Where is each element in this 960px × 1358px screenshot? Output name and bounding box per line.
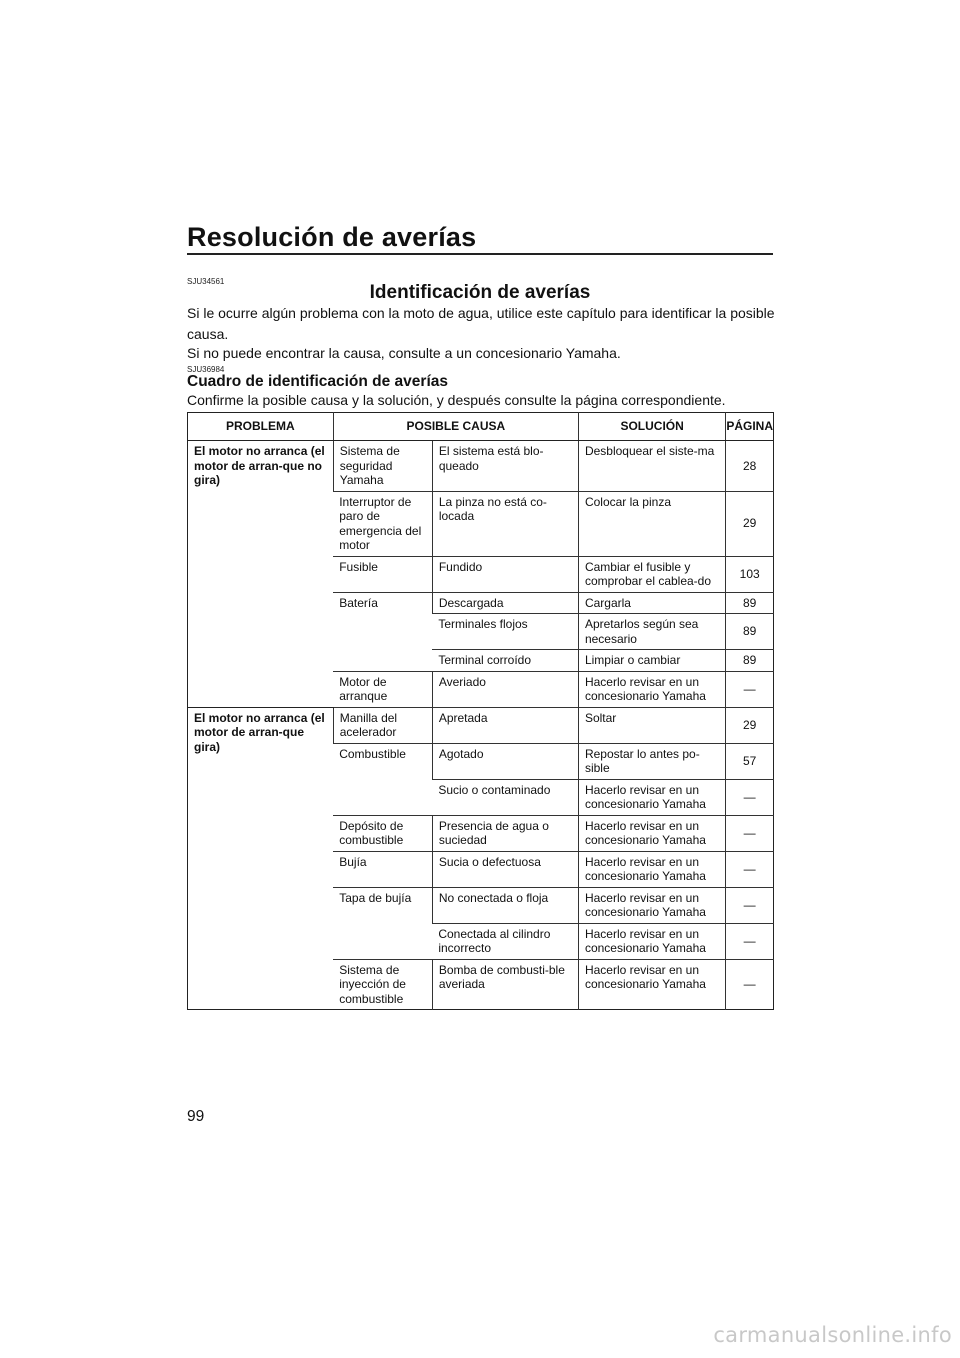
section-code: SJU34561 xyxy=(187,277,225,286)
header-cause: POSIBLE CAUSA xyxy=(333,413,578,441)
cause-cell: La pinza no está co-locada xyxy=(432,491,578,556)
page-number: 99 xyxy=(187,1108,205,1125)
page-cell: — xyxy=(726,959,774,1010)
watermark: carmanualsonline.info xyxy=(713,1323,952,1347)
page-cell: 28 xyxy=(726,441,774,492)
table-row xyxy=(188,441,774,492)
component-cell: Depósito de combustible xyxy=(333,815,432,851)
component-cell: Bujía xyxy=(333,851,432,887)
solution-cell: Desbloquear el siste-ma xyxy=(578,441,725,492)
page-cell: — xyxy=(726,671,774,707)
page-cell: 89 xyxy=(726,592,774,614)
page-cell: 29 xyxy=(726,491,774,556)
header-page: PÁGINA xyxy=(726,413,774,441)
solution-cell: Hacerlo revisar en un concesionario Yamaha xyxy=(578,887,725,923)
subsection-text: Confirme la posible causa y la solución, y después consulte la página correspondiente. xyxy=(187,392,726,408)
solution-cell: Repostar lo antes po-sible xyxy=(578,743,725,779)
dealer-paragraph: Si no puede encontrar la causa, consulte a un concesionario Yamaha. xyxy=(187,345,621,361)
troubleshooting-table xyxy=(187,412,774,1010)
page-cell: — xyxy=(726,923,774,959)
page-cell: — xyxy=(726,851,774,887)
component-cell: Fusible xyxy=(333,556,432,592)
cause-cell: Agotado xyxy=(432,743,578,779)
page-cell: 57 xyxy=(726,743,774,779)
subsection-code: SJU36984 xyxy=(187,365,225,374)
problem-cell: El motor no arranca (el motor de arran-que gira) xyxy=(188,707,334,1010)
cause-cell: Sucia o defectuosa xyxy=(432,851,578,887)
solution-cell: Limpiar o cambiar xyxy=(578,650,725,672)
cause-cell: Conectada al cilindro incorrecto xyxy=(432,923,578,959)
cause-cell: Terminales flojos xyxy=(432,614,578,650)
cause-cell: Apretada xyxy=(432,707,578,743)
chapter-title: Resolución de averías xyxy=(187,222,477,252)
cause-cell: El sistema está blo-queado xyxy=(432,441,578,492)
component-cell: Batería xyxy=(333,592,432,671)
header-problem: PROBLEMA xyxy=(188,413,334,441)
solution-cell: Hacerlo revisar en un concesionario Yamaha xyxy=(578,779,725,815)
cause-cell: Sucio o contaminado xyxy=(432,779,578,815)
cause-cell: No conectada o floja xyxy=(432,887,578,923)
subsection-title: Cuadro de identificación de averías xyxy=(187,373,448,390)
solution-cell: Hacerlo revisar en un concesionario Yamaha xyxy=(578,671,725,707)
page-cell: — xyxy=(726,887,774,923)
solution-cell: Hacerlo revisar en un concesionario Yamaha xyxy=(578,923,725,959)
section-title: Identificación de averías xyxy=(369,282,591,303)
solution-cell: Cambiar el fusible y comprobar el cablea-do xyxy=(578,556,725,592)
solution-cell: Hacerlo revisar en un concesionario Yamaha xyxy=(578,959,725,1010)
component-cell: Manilla del acelerador xyxy=(333,707,432,743)
problem-cell: El motor no arranca (el motor de arran-que no gira) xyxy=(194,444,325,487)
page-cell: 89 xyxy=(726,650,774,672)
cause-cell: Descargada xyxy=(432,592,578,614)
page-cell: — xyxy=(726,779,774,815)
component-cell: Combustible xyxy=(333,743,432,815)
cause-cell: Averiado xyxy=(432,671,578,707)
cause-cell: Presencia de agua o suciedad xyxy=(432,815,578,851)
component-cell: Sistema de inyección de combustible xyxy=(333,959,432,1010)
solution-cell: Cargarla xyxy=(578,592,725,614)
cause-cell: Fundido xyxy=(432,556,578,592)
chapter-divider xyxy=(187,253,773,255)
table-row xyxy=(188,707,774,743)
page-cell: 103 xyxy=(726,556,774,592)
cause-cell: Terminal corroído xyxy=(432,650,578,672)
solution-cell: Colocar la pinza xyxy=(578,491,725,556)
page-cell: — xyxy=(726,815,774,851)
solution-cell: Apretarlos según sea necesario xyxy=(578,614,725,650)
component-cell: Sistema de seguridad Yamaha xyxy=(333,441,432,492)
intro-paragraph: Si le ocurre algún problema con la moto de agua, utilice este capítulo para identificar la posible causa. xyxy=(187,305,775,342)
cause-cell: Bomba de combusti-ble averiada xyxy=(432,959,578,1010)
table-header-row xyxy=(188,413,774,441)
component-cell: Motor de arranque xyxy=(333,671,432,707)
component-cell: Tapa de bujía xyxy=(333,887,432,959)
header-solution: SOLUCIÓN xyxy=(578,413,725,441)
solution-cell: Soltar xyxy=(578,707,725,743)
page-cell: 89 xyxy=(726,614,774,650)
page-cell: 29 xyxy=(726,707,774,743)
solution-cell: Hacerlo revisar en un concesionario Yamaha xyxy=(578,851,725,887)
component-cell: Interruptor de paro de emergencia del motor xyxy=(333,491,432,556)
solution-cell: Hacerlo revisar en un concesionario Yamaha xyxy=(578,815,725,851)
